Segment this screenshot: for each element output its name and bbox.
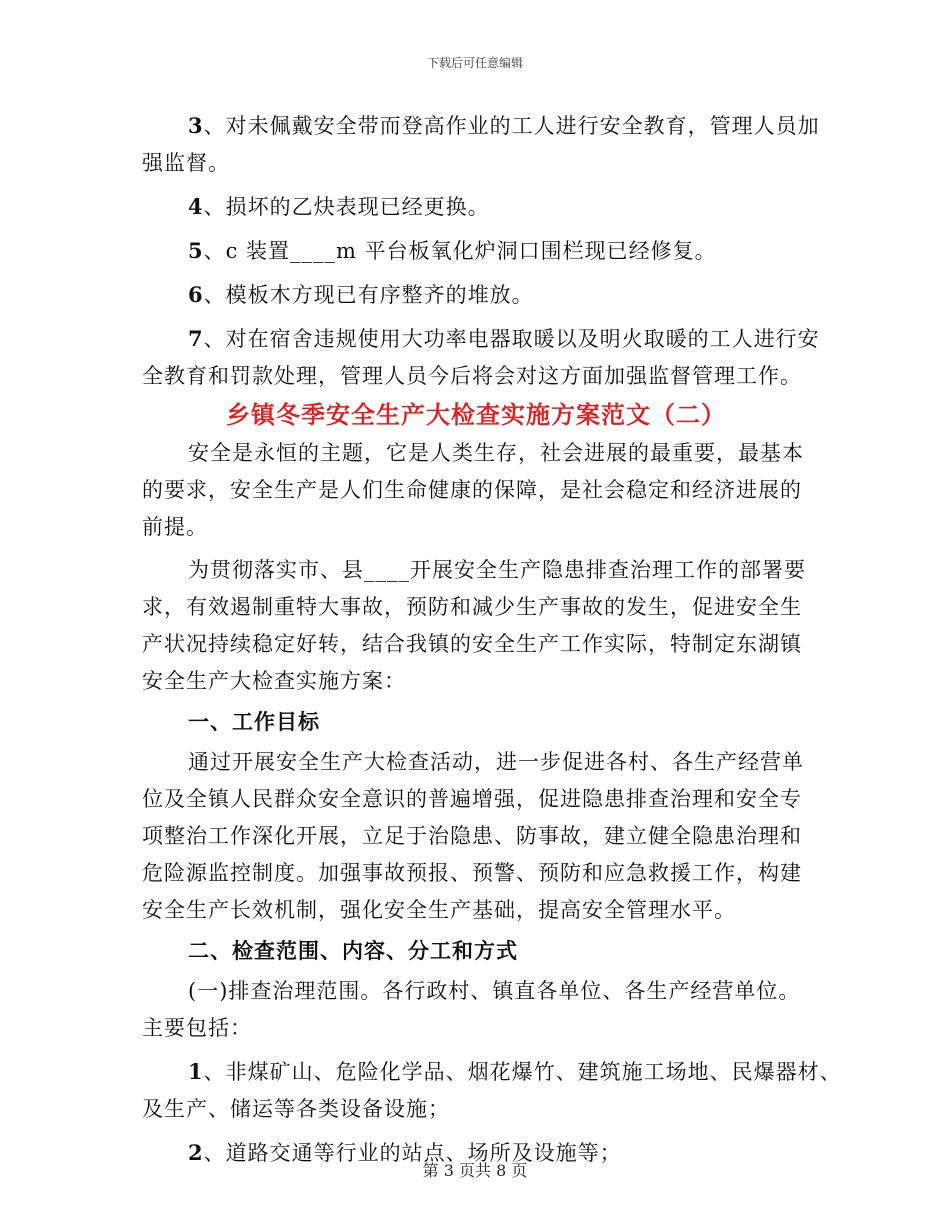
paragraph-line: 安全生产长效机制，强化安全生产基础，提高安全管理水平。 [142,898,736,922]
paragraph-line: 前提。 [142,515,208,539]
paragraph-line: 安全生产大检查实施方案： [142,669,406,693]
item-text: 、模板木方现已有序整齐的堆放。 [203,283,534,307]
list-item [142,107,820,145]
paragraph-line: 通过开展安全生产大检查活动，进一步促进各村、各生产经营单 [188,750,804,774]
document-body [142,107,842,1172]
paragraph-line: 位及全镇人民群众安全意识的普遍增强，促进隐患排查治理和安全专 [142,787,802,811]
list-item [142,276,810,314]
paragraph-line: 安全是永恒的主题，它是人类生存，社会进展的最重要，最基本 [188,441,804,465]
section-heading: 一、工作目标 [188,709,320,734]
page-footer: 第 3 页共 8 页 [422,1161,528,1180]
item-continuation: 全教育和罚款处理，管理人员今后将会对这方面加强监督管理工作。 [142,364,802,388]
page-header: 下载后可任意编辑 [426,56,523,70]
item-number: 6 [188,282,204,307]
paragraph-line: (一)排查治理范围。各行政村、镇直各单位、各生产经营单位。 [188,979,801,1003]
section-title: 乡镇冬季安全生产大检查实施方案范文（二） [226,400,726,429]
item-number: 1 [188,1059,204,1084]
item-number: 3 [188,113,204,138]
item-number: 7 [188,326,204,351]
paragraph-line: 项整治工作深化开展，立足于治隐患、防事故，建立健全隐患治理和 [142,824,802,848]
item-text: 、对未佩戴安全带而登高作业的工人进行安全教育，管理人员加 [203,114,820,138]
item-text: 、c 装置____m 平台板氧化炉洞口围栏现已经修复。 [203,239,717,263]
list-item [142,1053,842,1091]
item-continuation: 强监督。 [142,151,230,175]
list-item [142,320,820,358]
item-text: 、对在宿舍违规使用大功率电器取暖以及明火取暖的工人进行安 [203,327,820,351]
item-number: 4 [188,194,204,219]
paragraph-line: 为贯彻落实市、县____开展安全生产隐患排查治理工作的部署要 [188,558,806,582]
item-text: 、损坏的乙炔表现已经更换。 [203,195,490,219]
paragraph-line: 危险源监控制度。加强事故预报、预警、预防和应急救援工作，构建 [142,861,802,885]
paragraph-line: 的要求，安全生产是人们生命健康的保障，是社会稳定和经济进展的 [142,478,802,502]
item-number: 2 [188,1140,204,1165]
item-number: 5 [188,238,204,263]
list-item [142,232,810,270]
item-text: 、非煤矿山、危险化学品、烟花爆竹、建筑施工场地、民爆器材、 [203,1060,842,1084]
paragraph-line: 主要包括： [142,1016,252,1040]
list-item [142,188,810,226]
paragraph-line: 产状况持续稳定好转，结合我镇的安全生产工作实际，特制定东湖镇 [142,632,802,656]
item-text: 、道路交通等行业的站点、场所及设施等； [203,1141,622,1165]
section-heading: 二、检查范围、内容、分工和方式 [188,938,518,963]
item-continuation: 及生产、储运等各类设备设施； [142,1097,450,1121]
paragraph-line: 求，有效遏制重特大事故，预防和减少生产事故的发生，促进安全生 [142,595,802,619]
